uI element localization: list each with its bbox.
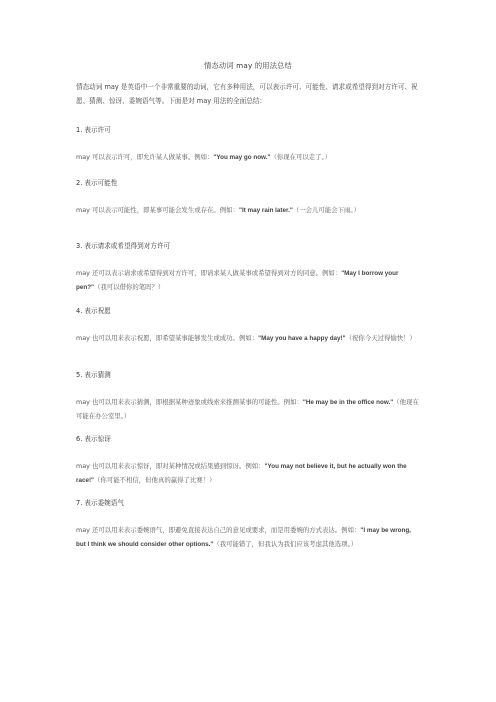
section-heading: 4. 表示祝愿 [76,307,111,315]
translation: （你可能不相信，但他真的赢得了比赛！） [94,475,216,484]
section-heading: 6. 表示惊讶 [76,435,111,443]
section-2 [76,177,422,218]
section-body [76,204,422,218]
translation: （我可以借你的笔吗？） [94,282,165,291]
example-sentence: "May you have a happy day!" [258,335,346,342]
body-text: may 也可以用来表示祝愿，即希望某事能够发生或成功。例如： [76,334,259,342]
section-3 [76,240,422,294]
translation: （祝你今天过得愉快！） [345,334,416,342]
example-sentence: "I may be wrong, but I think we should consider other options." [76,527,411,548]
example-sentence: "You may go now." [213,154,271,161]
body-text: may 还可以表示请求或希望得到对方许可，即请求某人做某事或希望得到对方的同意。例如： [76,269,342,277]
body-text: may 可以表示许可，即允许某人做某事。例如： [76,153,214,161]
section-body [76,332,422,346]
page-title: 情态动词 may 的用法总结 [204,61,292,70]
translation: （一会儿可能会下雨。） [292,206,360,214]
example-sentence: "May I borrow your pen?" [76,270,399,291]
section-heading: 7. 表示委婉语气 [76,499,124,507]
section-5 [76,369,422,422]
section-heading: 2. 表示可能性 [76,179,118,187]
example-sentence: "You may not believe it, but he actually won the race!" [76,463,407,484]
body-text: may 也可以用来表示惊讶，即对某种情况或结果感到惊讶。例如： [76,462,265,470]
example-sentence: "It may rain later." [238,207,293,214]
section-body [76,524,422,551]
example-sentence: "He may be in the office now." [302,399,394,406]
section-6 [76,433,422,487]
section-4 [76,305,422,346]
section-body [76,151,422,165]
section-heading: 3. 表示请求或希望得到对方许可 [76,242,171,250]
section-body [76,267,422,294]
intro-paragraph: 情态动词 may 是英语中一个非常重要的动词，它有多种用法，可以表示许可、可能性、请求或希望得到对方许可、祝愿、猜测、惊讶、委婉语气等。下面是对 may 用法的全面总结： [76,83,418,105]
body-text: may 可以表示可能性，即某事可能会发生或存在。例如： [76,206,239,214]
translation: （他现在可能在办公室里。） [76,398,419,420]
section-heading: 1. 表示许可 [76,126,111,134]
section-7 [76,497,422,551]
section-heading: 5. 表示猜测 [76,371,111,379]
translation: （我可能错了，但我认为我们应该考虑其他选项。） [213,539,358,548]
translation: （你现在可以走了。） [270,153,332,161]
section-body [76,396,422,422]
body-text: may 也可以用来表示猜测，即根据某种迹象或线索来推测某事的可能性。例如： [76,398,303,406]
body-text: may 还可以用来表示委婉语气，即避免直接表达自己的意见或要求，而是用委婉的方式表达。例如： [76,526,361,534]
section-1 [76,124,422,165]
section-body [76,460,422,487]
